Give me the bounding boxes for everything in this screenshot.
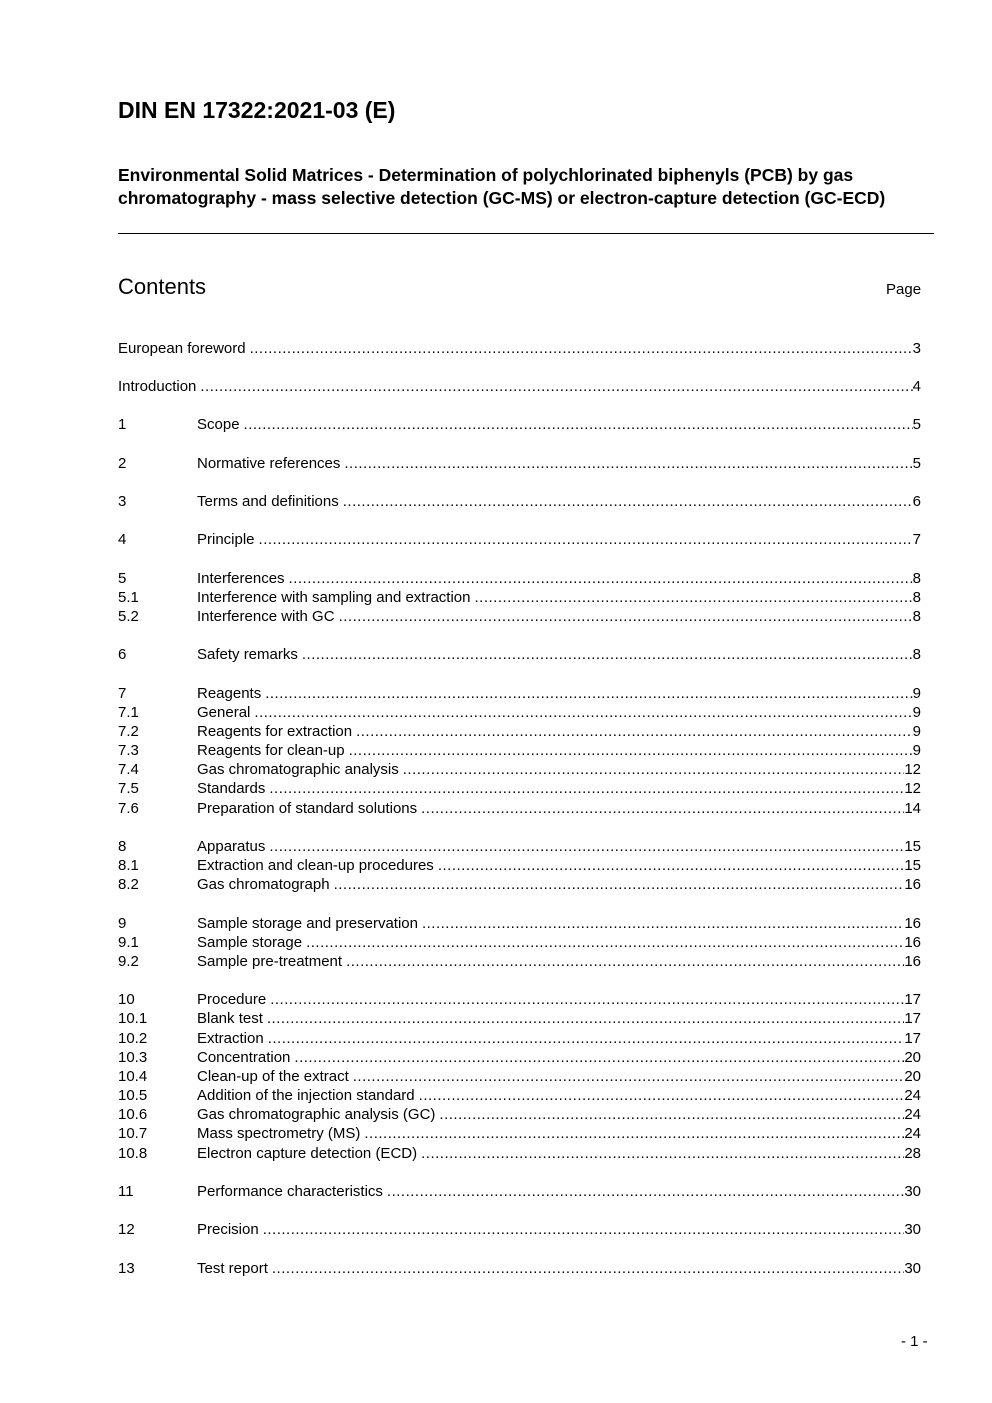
toc-entry-number: 9.2 [118,953,139,970]
toc-entry[interactable] [118,1259,921,1278]
toc-entry-line [197,492,921,511]
toc-entry[interactable] [118,875,921,894]
document-title: DIN EN 17322:2021-03 (E) [118,97,396,123]
toc-entry-title: Gas chromatographic analysis [197,761,399,778]
toc-entry[interactable] [118,377,921,396]
toc-entry-number: 12 [118,1221,135,1238]
toc-entry-page: 12 [904,780,921,797]
toc-entry-number: 9 [118,915,127,932]
toc-entry-title: Safety remarks [197,646,298,663]
toc-entry-title: Precision [197,1221,259,1238]
toc-entry[interactable] [118,1220,921,1239]
toc-entry[interactable] [118,1029,921,1048]
toc-entry-number: 2 [118,455,127,472]
toc-entry[interactable] [118,760,921,779]
toc-entry-line [197,703,921,722]
toc-entry-page: 5 [912,455,921,472]
toc-leader-dots [339,607,913,626]
toc-entry-number: 7.6 [118,800,139,817]
toc-entry-line [197,530,921,549]
toc-entry-page: 9 [912,685,921,702]
toc-entry-page: 16 [904,876,921,893]
toc-leader-dots [356,722,913,741]
toc-leader-dots [346,952,904,971]
toc-entry-number: 7 [118,685,127,702]
toc-entry-page: 8 [912,570,921,587]
toc-entry-page: 9 [912,723,921,740]
toc-entry-number: 3 [118,493,127,510]
toc-entry-page: 20 [904,1049,921,1066]
toc-entry-line [197,952,921,971]
toc-entry-number: 6 [118,646,127,663]
toc-entry-page: 30 [904,1183,921,1200]
toc-entry[interactable] [118,1182,921,1201]
toc-entry[interactable] [118,339,921,358]
toc-entry[interactable] [118,1009,921,1028]
toc-leader-dots [254,703,912,722]
toc-entry-line [197,875,921,894]
toc-entry[interactable] [118,1144,921,1163]
toc-leader-dots [421,799,904,818]
toc-entry-number: 5 [118,570,127,587]
toc-entry-title: Interferences [197,570,285,587]
toc-entry-page: 17 [904,1030,921,1047]
toc-entry-line [197,990,921,1009]
toc-entry[interactable] [118,607,921,626]
toc-entry-line [197,607,921,626]
toc-leader-dots [439,1105,904,1124]
toc-entry-line [118,377,921,396]
toc-entry-page: 30 [904,1260,921,1277]
toc-entry[interactable] [118,530,921,549]
toc-leader-dots [474,588,912,607]
toc-entry-number: 8.2 [118,876,139,893]
toc-entry-line [197,588,921,607]
toc-leader-dots [250,339,913,358]
toc-entry-title: Interference with sampling and extraction [197,589,471,606]
toc-entry[interactable] [118,684,921,703]
toc-entry-page: 15 [904,857,921,874]
toc-leader-dots [244,415,913,434]
toc-entry-line [197,914,921,933]
toc-entry[interactable] [118,1048,921,1067]
toc-entry-page: 24 [904,1087,921,1104]
toc-entry-number: 7.5 [118,780,139,797]
toc-leader-dots [334,875,905,894]
toc-entry-line [197,645,921,664]
toc-entry-page: 14 [904,800,921,817]
toc-entry-title: Standards [197,780,266,797]
toc-entry[interactable] [118,1086,921,1105]
toc-entry-line [197,799,921,818]
toc-entry[interactable] [118,1105,921,1124]
toc-entry-page: 17 [904,1010,921,1027]
toc-leader-dots [294,1048,904,1067]
toc-entry-page: 8 [912,646,921,663]
toc-entry-title: Scope [197,416,240,433]
toc-entry-page: 12 [904,761,921,778]
toc-leader-dots [403,760,905,779]
toc-entry-line [197,1105,921,1124]
toc-entry[interactable] [118,741,921,760]
toc-entry-page: 24 [904,1125,921,1142]
toc-entry-line [197,1220,921,1239]
toc-entry[interactable] [118,703,921,722]
toc-entry-line [197,1086,921,1105]
toc-entry-title: Clean-up of the extract [197,1068,349,1085]
toc-entry-line [197,569,921,588]
toc-leader-dots [268,1029,905,1048]
toc-leader-dots [265,684,912,703]
toc-entry[interactable] [118,933,921,952]
toc-entry-page: 17 [904,991,921,1008]
toc-leader-dots [200,377,912,396]
toc-entry-title: Electron capture detection (ECD) [197,1145,418,1162]
toc-entry-title: European foreword [118,340,246,357]
toc-leader-dots [259,530,913,549]
toc-entry-line [197,1067,921,1086]
toc-leader-dots [263,1220,905,1239]
toc-entry-title: Extraction and clean-up procedures [197,857,434,874]
toc-entry-title: Principle [197,531,255,548]
toc-entry-number: 10.2 [118,1030,148,1047]
toc-entry-line [197,1144,921,1163]
toc-entry-title: Preparation of standard solutions [197,800,418,817]
toc-entry-line [197,1009,921,1028]
toc-entry-number: 1 [118,416,127,433]
toc-entry[interactable] [118,588,921,607]
toc-entry[interactable] [118,492,921,511]
toc-leader-dots [306,933,904,952]
toc-entry-page: 16 [904,915,921,932]
toc-entry-page: 16 [904,934,921,951]
toc-entry-number: 7.3 [118,742,139,759]
toc-entry-line [197,1048,921,1067]
toc-leader-dots [302,645,913,664]
toc-entry[interactable] [118,914,921,933]
toc-entry-number: 11 [118,1183,134,1200]
toc-entry-title: Sample storage [197,934,303,951]
toc-entry-page: 9 [912,742,921,759]
toc-entry-page: 20 [904,1068,921,1085]
toc-entry-line [197,1259,921,1278]
toc-entry-title: Extraction [197,1030,264,1047]
toc-entry-number: 10.4 [118,1068,148,1085]
toc-entry-number: 9.1 [118,934,139,951]
contents-heading: Contents [118,274,207,299]
toc-entry-number: 7.2 [118,723,139,740]
toc-entry-title: Introduction [118,378,197,395]
toc-entry[interactable] [118,1067,921,1086]
toc-leader-dots [421,1144,904,1163]
toc-entry[interactable] [118,722,921,741]
page-number-footer: - 1 - [901,1333,928,1350]
toc-entry-page: 6 [912,493,921,510]
toc-entry-number: 10 [118,991,135,1008]
toc-entry-line [197,415,921,434]
toc-entry-page: 24 [904,1106,921,1123]
toc-entry-page: 8 [912,608,921,625]
toc-entry-number: 10.6 [118,1106,148,1123]
toc-entry-number: 4 [118,531,127,548]
toc-entry-page: 9 [912,704,921,721]
toc-entry-page: 8 [912,589,921,606]
toc-entry-line [197,741,921,760]
toc-entry[interactable] [118,415,921,434]
toc-entry[interactable] [118,952,921,971]
toc-entry-number: 5.2 [118,608,139,625]
toc-leader-dots [419,1086,905,1105]
toc-leader-dots [267,1009,904,1028]
toc-entry-title: Apparatus [197,838,266,855]
toc-leader-dots [422,914,904,933]
toc-entry-title: Mass spectrometry (MS) [197,1125,361,1142]
toc-entry-title: Procedure [197,991,267,1008]
toc-entry-number: 13 [118,1260,135,1277]
toc-entry-title: Gas chromatograph [197,876,330,893]
toc-entry[interactable] [118,569,921,588]
toc-leader-dots [353,1067,905,1086]
toc-entry-number: 7.4 [118,761,139,778]
toc-entry-line [118,339,921,358]
toc-entry-number: 7.1 [118,704,139,721]
toc-entry-page: 15 [904,838,921,855]
toc-entry-title: Normative references [197,455,341,472]
toc-entry-line [197,684,921,703]
toc-entry-title: Reagents for clean-up [197,742,345,759]
toc-entry-line [197,837,921,856]
toc-leader-dots [349,741,913,760]
toc-entry-page: 4 [912,378,921,395]
toc-entry-number: 8 [118,838,127,855]
toc-entry-number: 8.1 [118,857,139,874]
toc-leader-dots [269,837,904,856]
toc-entry-number: 10.8 [118,1145,148,1162]
toc-entry-line [197,933,921,952]
toc-entry-line [197,1182,921,1201]
toc-entry-line [197,856,921,875]
toc-entry-page: 16 [904,953,921,970]
toc-entry[interactable] [118,856,921,875]
toc-entry-number: 5.1 [118,589,139,606]
toc-entry-title: Reagents [197,685,262,702]
toc-entry[interactable] [118,779,921,798]
toc-entry-title: Performance characteristics [197,1183,383,1200]
toc-entry-line [197,1029,921,1048]
toc-entry-title: Sample storage and preservation [197,915,418,932]
toc-entry-title: Addition of the injection standard [197,1087,415,1104]
toc-entry-line [197,722,921,741]
toc-entry[interactable] [118,990,921,1009]
toc-entry-title: Interference with GC [197,608,335,625]
toc-entry[interactable] [118,454,921,473]
toc-entry-line [197,1124,921,1143]
toc-entry-page: 28 [904,1145,921,1162]
toc-entry[interactable] [118,1124,921,1143]
toc-entry-title: Test report [197,1260,268,1277]
toc-leader-dots [270,990,904,1009]
toc-entry-number: 10.3 [118,1049,148,1066]
toc-leader-dots [364,1124,904,1143]
toc-entry-page: 3 [912,340,921,357]
toc-entry-page: 5 [912,416,921,433]
page-column-heading: Page [886,281,922,298]
toc-entry-title: Sample pre-treatment [197,953,343,970]
toc-entry-page: 30 [904,1221,921,1238]
toc-leader-dots [289,569,913,588]
toc-leader-dots [272,1259,904,1278]
toc-entry[interactable] [118,837,921,856]
toc-entry-title: Concentration [197,1049,291,1066]
toc-entry-title: Terms and definitions [197,493,339,510]
toc-entry-number: 10.7 [118,1125,148,1142]
toc-entry-page: 7 [912,531,921,548]
toc-entry-title: Gas chromatographic analysis (GC) [197,1106,436,1123]
toc-entry-title: Reagents for extraction [197,723,353,740]
title-rule [118,233,934,234]
toc-entry[interactable] [118,645,921,664]
toc-entry[interactable] [118,799,921,818]
toc-leader-dots [387,1182,904,1201]
toc-entry-number: 10.1 [118,1010,148,1027]
toc-leader-dots [438,856,905,875]
toc-leader-dots [343,492,913,511]
toc-entry-line [197,454,921,473]
toc-entry-line [197,760,921,779]
document-subtitle: Environmental Solid Matrices - Determination of polychlorinated biphenyls (PCB) by gas chromatography - mass selective detection (GC-MS) or electron-capture detection (GC-ECD) [118,165,886,208]
toc-entry-title: General [197,704,251,721]
toc-entry-line [197,779,921,798]
toc-leader-dots [344,454,912,473]
toc-entry-number: 10.5 [118,1087,148,1104]
toc-entry-title: Blank test [197,1010,263,1027]
toc-leader-dots [269,779,904,798]
